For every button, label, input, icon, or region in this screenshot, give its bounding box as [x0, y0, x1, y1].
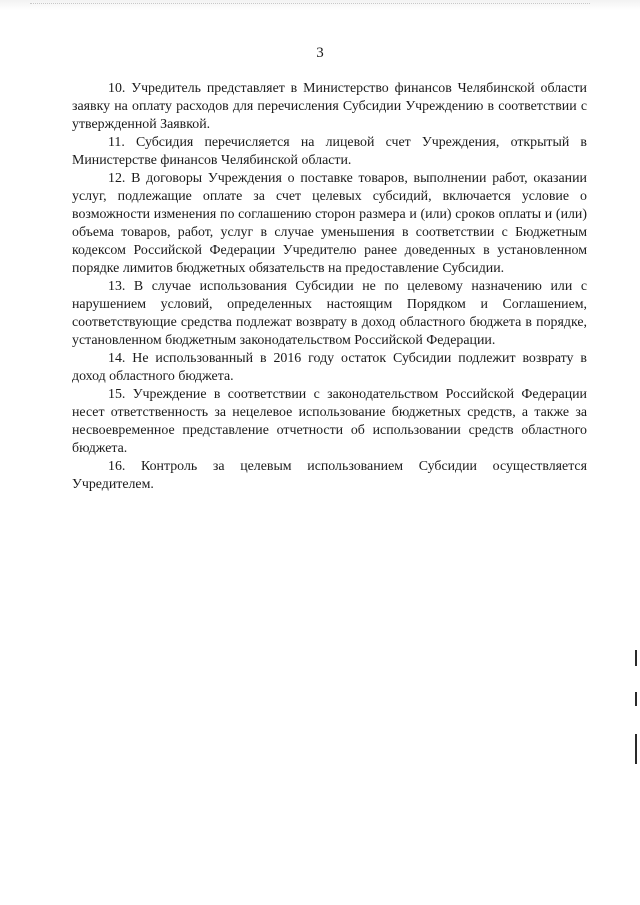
- scan-margin-mark: [635, 734, 637, 764]
- paragraph-16: 16. Контроль за целевым использованием Субсидии осуществляется Учредителем.: [72, 459, 587, 492]
- paragraph-15: 15. Учреждение в соответствии с законодательством Российской Федерации несет ответственность за нецелевое использование бюджетных средств, а также за несвоевременное представление отчетности об использовании средств областного бюджета.: [72, 387, 587, 456]
- scan-margin-mark: [635, 650, 637, 666]
- scan-artifact-top: [0, 0, 640, 10]
- page-number: 3: [316, 45, 324, 61]
- scan-margin-marks: [632, 650, 640, 770]
- paragraph-14: 14. Не использованный в 2016 году остаток Субсидии подлежит возврату в доход областного бюджета.: [72, 351, 587, 384]
- document-body: [72, 80, 587, 494]
- paragraph-11: 11. Субсидия перечисляется на лицевой счет Учреждения, открытый в Министерстве финансов Челябинской области.: [72, 135, 587, 168]
- paragraph-12: 12. В договоры Учреждения о поставке товаров, выполнении работ, оказании услуг, подлежащие оплате за счет целевых субсидий, включается условие о возможности изменения по соглашению сторон размера и (или) сроков оплаты и (или) объема товаров, работ, услуг в случае уменьшения в соответствии с Бюджетным кодексом Российской Федерации Учредителю ранее доведенных в установленном порядке лимитов бюджетных обязательств на предоставление Субсидии.: [72, 171, 587, 276]
- paragraph-13: 13. В случае использования Субсидии не по целевому назначению или с нарушением условий, определенных настоящим Порядком и Соглашением, соответствующие средства подлежат возврату в доход областного бюджета в порядке, установленном бюджетным законодательством Российской Федерации.: [72, 279, 587, 348]
- paragraph-10: 10. Учредитель представляет в Министерство финансов Челябинской области заявку на оплату расходов для перечисления Субсидии Учреждению в соответствии с утвержденной Заявкой.: [72, 81, 587, 132]
- scan-artifact-line: [30, 3, 590, 5]
- scan-margin-mark: [635, 692, 637, 706]
